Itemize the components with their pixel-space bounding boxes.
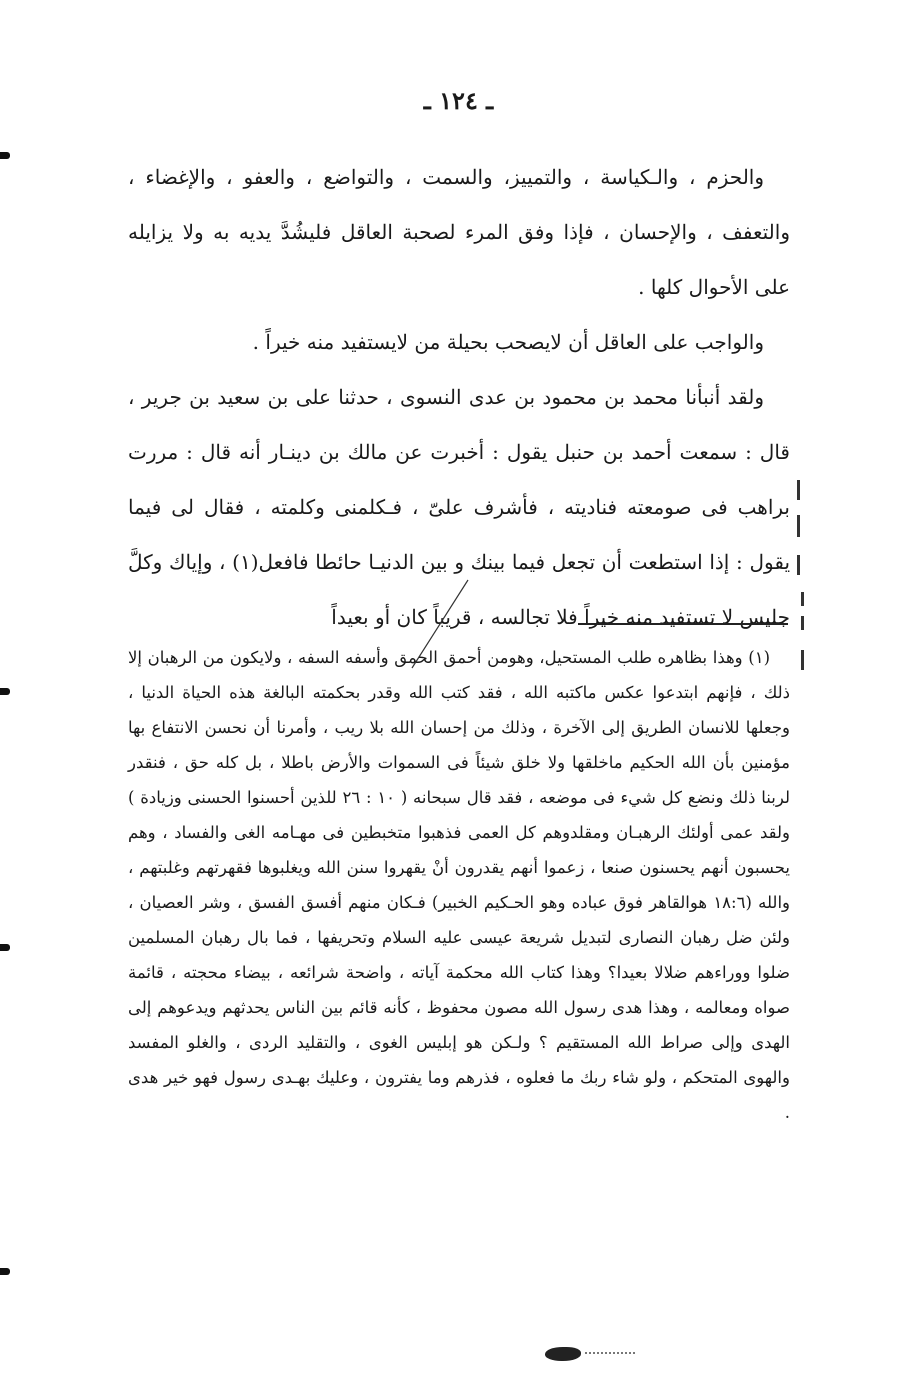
main-paragraph-1: والحزم ، والـكياسة ، والتمييز، والسمت ، والتواضع ، والعفو ، والإغضاء ، والتعفف ، والإحسان ، فإذا وفق المرء لصحبة العاقل فليشُدَّ يديه به ولا يزايله على الأحوال كلها .	[128, 165, 790, 299]
ink-blot-ornament-icon	[545, 1347, 581, 1361]
page-number: ـ ١٢٤ ـ	[423, 86, 494, 115]
ornament-dots	[585, 1352, 635, 1358]
main-paragraph-3: ولقد أنبأنا محمد بن محمود بن عدى النسوى ، حدثنا على بن سعيد بن جرير ، قال : سمعت أحمد بن حنبل يقول : أخبرت عن مالك بن دينـار أنه قال : مررت براهب فى صومعته فناديته ، فأشرف علىّ ، فـكلمنى وكلمته ، فقال لى فيما يقول : إذا استطعت أن تجعل فيما بينك و بين الدنيـا حائطا فافعل(١) ، وإياك وكلَّ جليس لا تستفيد منه خيراً فلا تجالسه ، قريباً كان أو بعيداً	[128, 385, 791, 629]
footnote-paragraph: (١) وهذا بظاهره طلب المستحيل، وهومن أحمق الحمق وأسفه السفه ، ولايكون من الرهبان إلا ذلك ، فإنهم ابتدعوا عكس ماكتبه الله ، فقد كتب الله وقدر بحكمته البالغة هذه الحياة الدنيا ، وجعلها للانسان الطريق إلى الآخرة ، وذلك من إحسان الله بلا ريب ، وأمرنا أن نحسن الانتفاع بها مؤمنين بأن الله الحكيم ماخلقها ولا خلق شيئاً فى السموات والأرض باطلا ، بل كله حق ، فنقدر لربنا ذلك ونضع كل شيء فى موضعه ، فقد قال سبحانه ( ١٠ : ٢٦ للذين أحسنوا الحسنى وزيادة ) ولقد عمى أولئك الرهبـان ومقلدوهم كل العمى فذهبوا متخبطين فى مهـامه الغى والفساد ، وهم يحسبون أنهم يحسنون صنعا ، زعموا أنهم يقدرون أنْ يقهروا سنن الله ويغلبوها فقهرتهم وغلبتهم ، والله (١٨:٦ هوالقاهر فوق عباده وهو الحـكيم الخبير) فـكان منهم أفسق الفسق ، وشر العصيان ، ولئن ضل رهبان النصارى لتبديل شريعة عيسى عليه السلام وتحريفها ، فما بال رهبان المسلمين ضلوا ووراءهم ضلالا بعيدا؟ وهذا كتاب الله محكمة آياته ، واضحة شرائعه ، بيضاء محجته ، قائمة صواه ومعالمه ، وهذا هدى رسول الله مصون محفوظ ، كأنه قائم بين الناس يحدثهم ويدعوهم إلى الهدى وإلى صراط الله المستقيم ؟ ولـكن هو إبليس الغوى ، والتقليد الردى ، والغلو المفسد والهوى المتحكم ، ولو شاء ربك ما فعلوه ، فذرهم وما يفترون ، وعليك بهـدى رسول فهو خير هدى .	[128, 648, 790, 1122]
main-paragraph-2: والواجب على العاقل أن لايصحب بحيلة من لايستفيد منه خيراً .	[252, 330, 764, 354]
